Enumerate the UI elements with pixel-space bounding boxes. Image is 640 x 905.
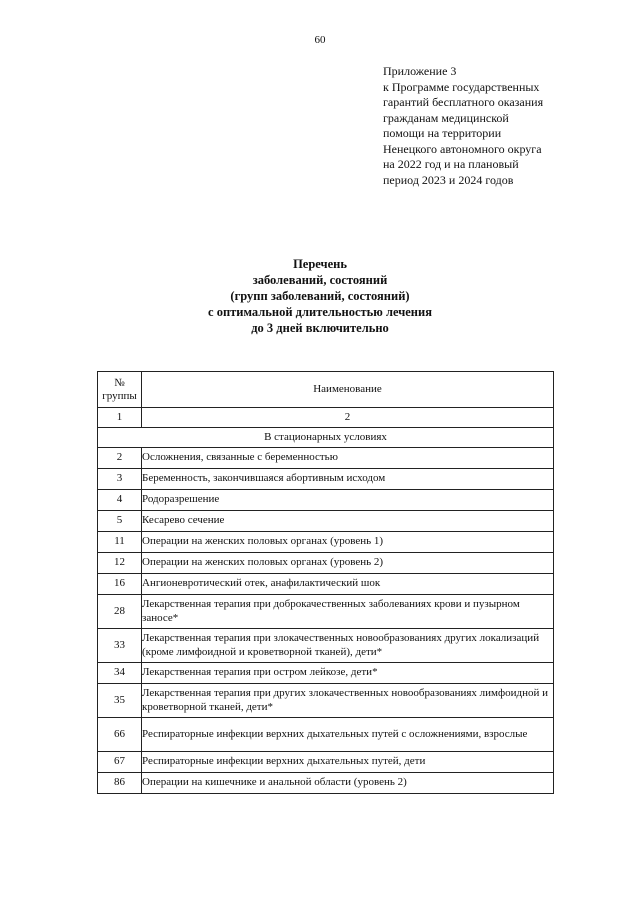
appendix-line: гарантий бесплатного оказания [383,95,544,109]
row-group-number: 67 [98,752,142,773]
page-number: 60 [314,34,326,46]
row-name: Респираторные инфекции верхних дыхательных путей с осложнениями, взрослые [142,718,554,752]
row-name: Осложнения, связанные с беременностью [142,448,554,469]
row-group-number: 5 [98,511,142,532]
table-row [98,684,554,718]
title-line: до 3 дней включительно [251,321,389,335]
row-name: Кесарево сечение [142,511,554,532]
row-group-number: 2 [98,448,142,469]
row-name: Лекарственная терапия при доброкачественных заболеваниях крови и пузырном заносе* [142,595,554,629]
row-name: Беременность, закончившаяся абортивным исходом [142,469,554,490]
title-line: Перечень [293,257,347,271]
table-row [98,532,554,553]
table-row [98,718,554,752]
header-group-word: группы [102,389,137,402]
table-row [98,752,554,773]
title-line: с оптимальной длительностью лечения [208,305,432,319]
table-index-row [98,408,554,428]
row-name: Операции на кишечнике и анальной области (уровень 2) [142,773,554,794]
row-name: Лекарственная терапия при других злокачественных новообразованиях лимфоидной и кроветворной тканей, дети* [142,684,554,718]
table-row [98,469,554,490]
table-row [98,490,554,511]
appendix-line: к Программе государственных [383,79,540,94]
table-row [98,511,554,532]
appendix-line: Приложение 3 [383,64,457,78]
row-name: Лекарственная терапия при остром лейкозе, дети* [142,663,554,684]
header-group-number [98,372,142,408]
table-header-row [98,372,554,408]
row-group-number: 3 [98,469,142,490]
header-name: Наименование [142,372,554,408]
index-cell-2: 2 [142,408,554,428]
row-group-number: 16 [98,574,142,595]
table-row [98,553,554,574]
row-name: Лекарственная терапия при злокачественных новообразованиях других локализаций (кроме лимфоидной и кроветворной тканей), дети* [142,629,554,663]
index-cell-1: 1 [98,408,142,428]
row-group-number: 12 [98,553,142,574]
row-name: Родоразрешение [142,490,554,511]
table-row [98,448,554,469]
row-group-number: 86 [98,773,142,794]
header-num-sign: № [114,376,125,389]
row-name: Операции на женских половых органах (уровень 1) [142,532,554,553]
row-group-number: 35 [98,684,142,718]
row-group-number: 11 [98,532,142,553]
row-group-number: 28 [98,595,142,629]
disease-group-table [97,371,554,794]
row-group-number: 66 [98,718,142,752]
row-group-number: 33 [98,629,142,663]
table-row [98,595,554,629]
title-line: (групп заболеваний, состояний) [230,289,410,303]
document-title [0,256,640,336]
table-row [98,629,554,663]
row-name: Операции на женских половых органах (уровень 2) [142,553,554,574]
row-group-number: 34 [98,663,142,684]
appendix-block [383,64,613,188]
section-title: В стационарных условиях [98,428,554,448]
appendix-line: Ненецкого автономного округа [383,141,542,156]
appendix-line: помощи на территории [383,126,502,140]
appendix-line: на 2022 год и на плановый [383,157,519,171]
table-row [98,663,554,684]
appendix-line: гражданам медицинской [383,110,509,125]
title-line: заболеваний, состояний [252,273,388,287]
table-row [98,574,554,595]
row-name: Респираторные инфекции верхних дыхательных путей, дети [142,752,554,773]
appendix-line: период 2023 и 2024 годов [383,172,514,187]
row-name: Ангионевротический отек, анафилактический шок [142,574,554,595]
table-section-row [98,428,554,448]
row-group-number: 4 [98,490,142,511]
table-row [98,773,554,794]
